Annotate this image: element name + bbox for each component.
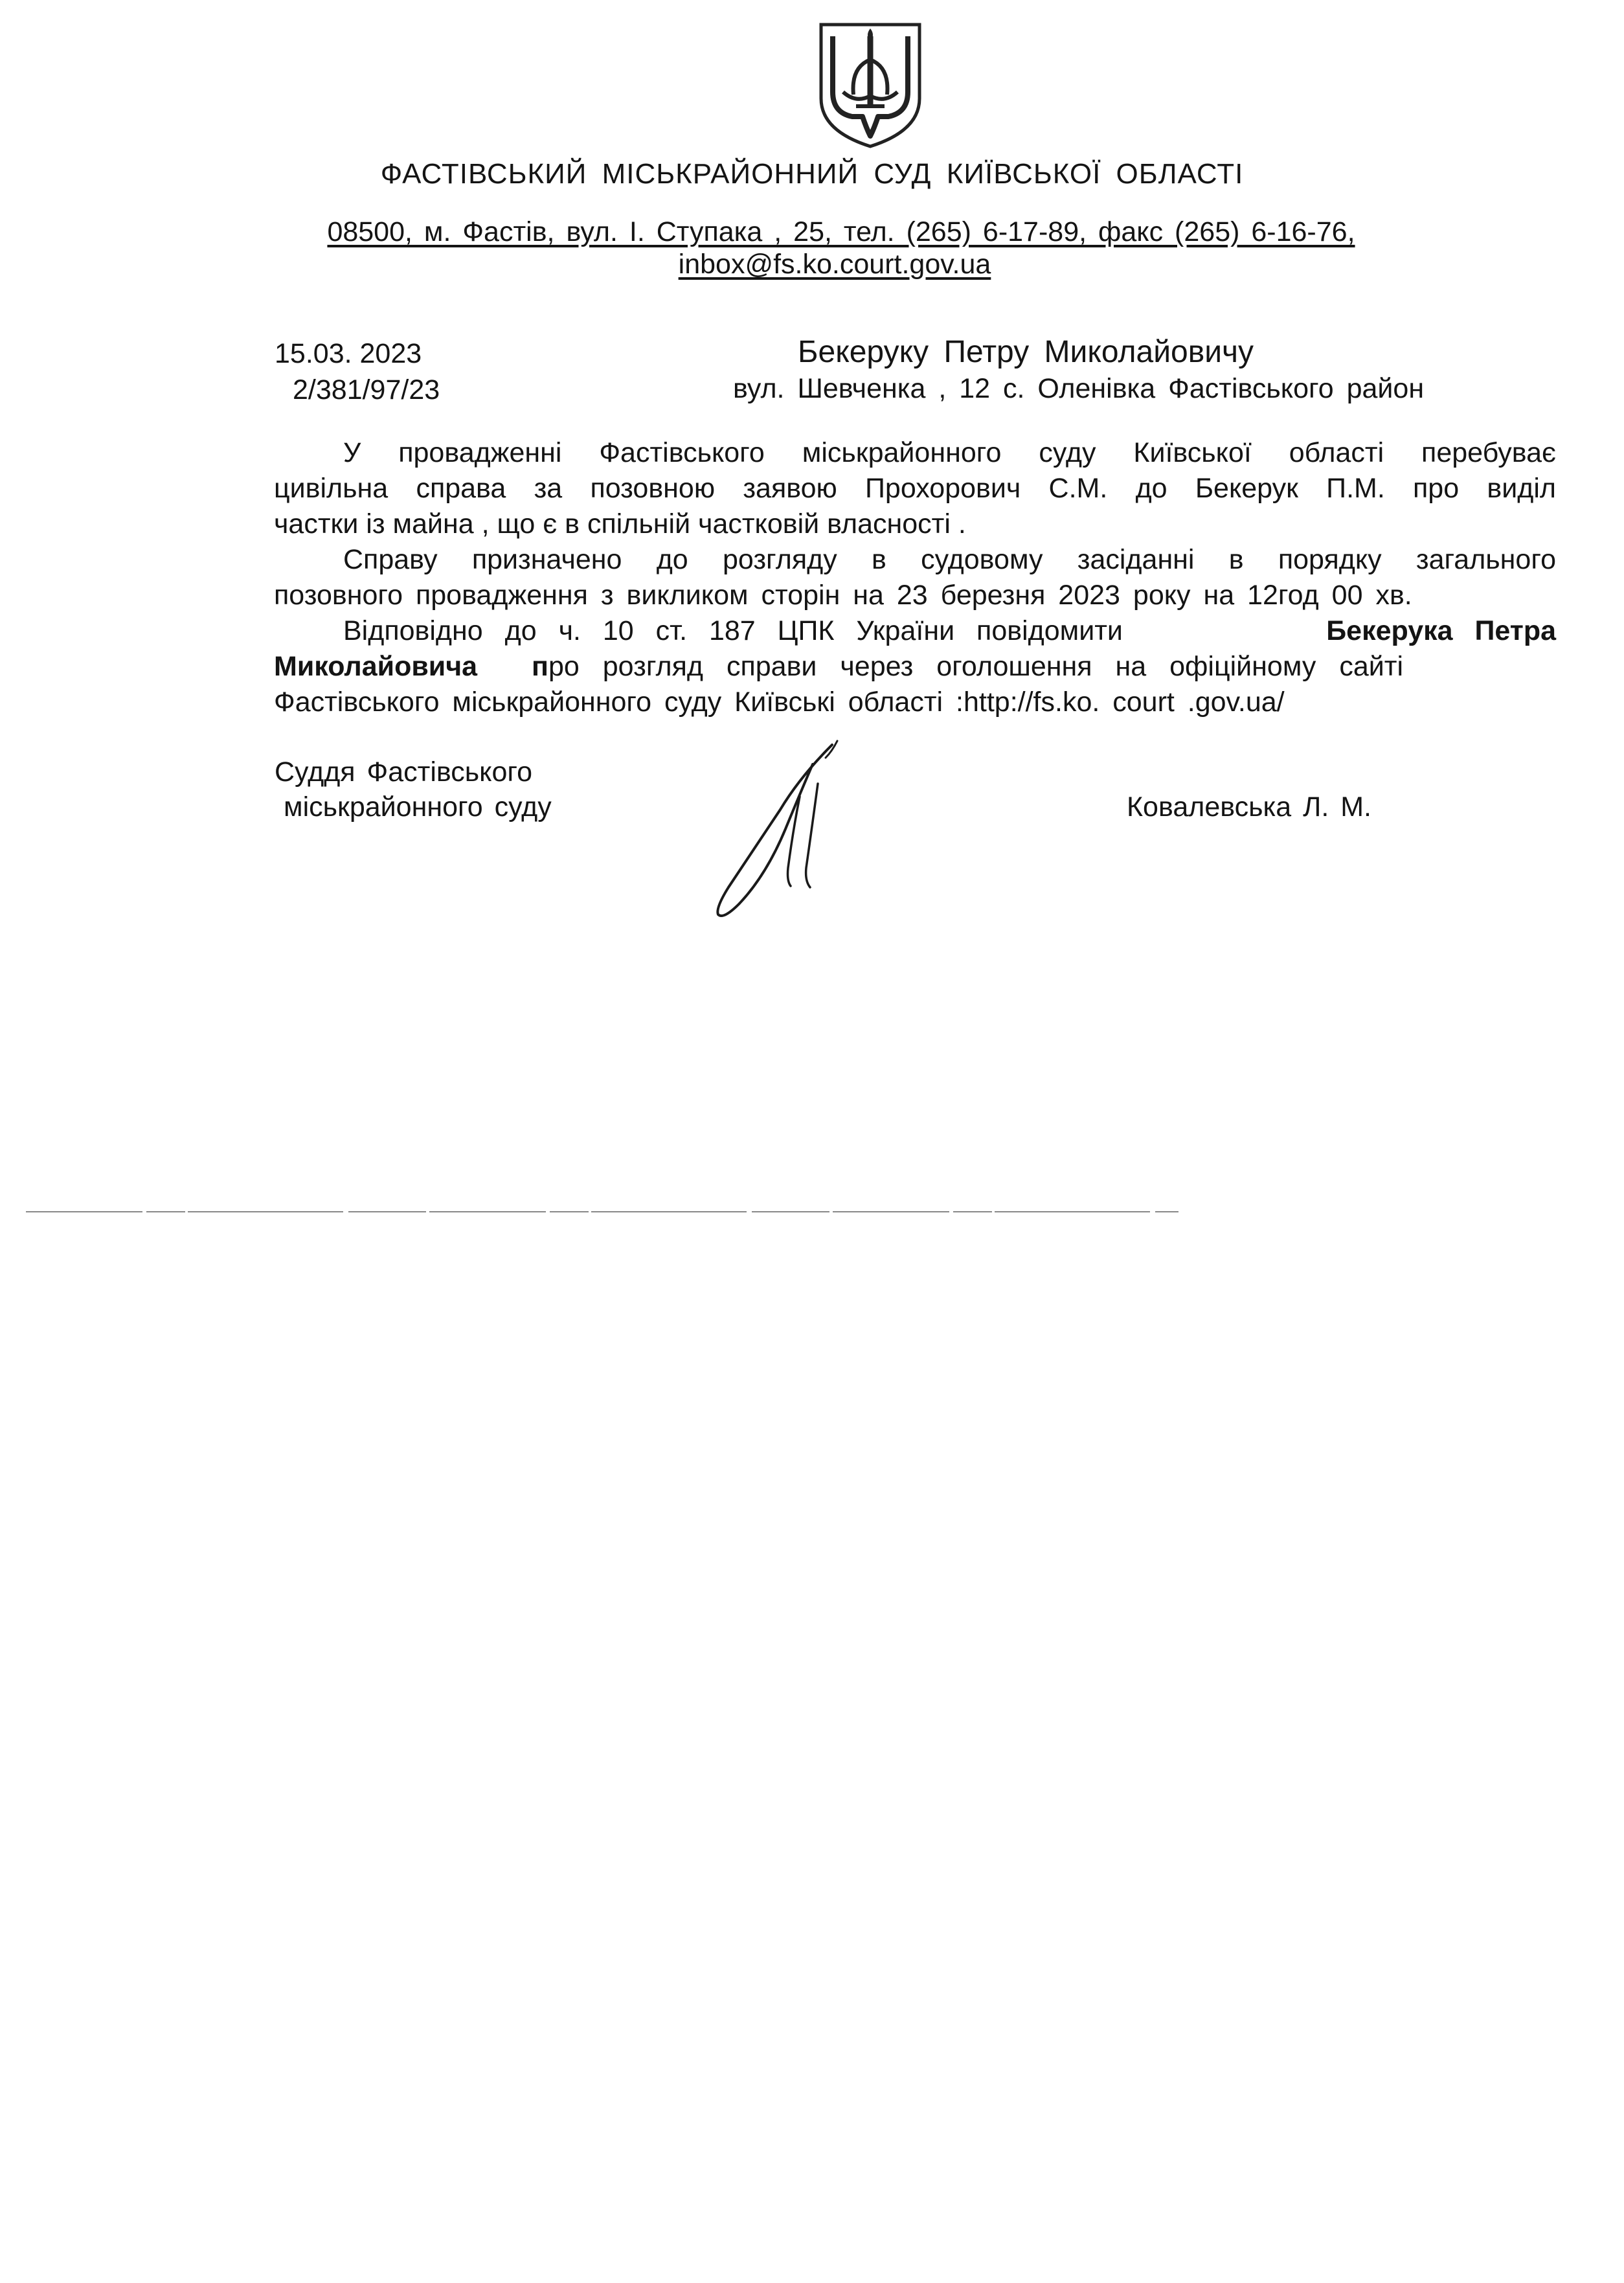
- court-address: 08500, м. Фастів, вул. І. Ступака , 25, тел. (265) 6-17-89, факс (265) 6-16-76,: [327, 216, 1355, 247]
- judge-title: Суддя Фастівського: [275, 756, 533, 788]
- judge-name: Ковалевська Л. М.: [1127, 791, 1372, 823]
- court-email: inbox@fs.ko.court.gov.ua: [678, 249, 991, 280]
- scan-divider-line: [26, 1210, 1179, 1214]
- letter-date: 15.03. 2023: [275, 338, 422, 369]
- body-text-line: Фастівського міськрайонного суду Київські області :http://fs.ko. court .gov.ua/: [274, 687, 1285, 718]
- reference-number: 2/381/97/23: [293, 374, 440, 405]
- defendant-name-bold: Миколайовича: [274, 651, 478, 682]
- bold-letter: п: [532, 651, 548, 682]
- defendant-name-bold: Бекерука Петра: [1326, 615, 1556, 646]
- recipient-address: вул. Шевченка , 12 с. Оленівка Фастівського район: [733, 373, 1425, 404]
- body-text-line: цивільна справа за позовною заявою Прохорович С.М. до Бекерук П.М. про виділ: [274, 473, 1556, 504]
- notice-text: ро розгляд справи через оголошення на офіційному сайті: [548, 651, 1403, 682]
- notice-text: Відповідно до ч. 10 ст. 187 ЦПК України повідомити: [343, 615, 1123, 646]
- body-text-line: [343, 615, 1556, 647]
- court-name: ФАСТІВСЬКИЙ МІСЬКРАЙОННИЙ СУД КИЇВСЬКОЇ ОБЛАСТІ: [380, 158, 1244, 190]
- handwritten-signature: [703, 738, 851, 920]
- judge-title: міськрайонного суду: [284, 791, 552, 823]
- recipient-name: Бекеруку Петру Миколайовичу: [798, 335, 1254, 369]
- body-text-line: частки із майна , що є в спільній частковій власності .: [274, 508, 966, 540]
- body-text-line: [274, 651, 1556, 683]
- coat-of-arms-icon: [817, 22, 923, 149]
- body-text-line: Справу призначено до розгляду в судовому засіданні в порядку загального: [343, 544, 1556, 575]
- body-text-line: У провадженні Фастівського міськрайонного суду Київської області перебуває: [343, 437, 1556, 468]
- body-text-line: позовного провадження з викликом сторін на 23 березня 2023 року на 12год 00 хв.: [274, 580, 1412, 611]
